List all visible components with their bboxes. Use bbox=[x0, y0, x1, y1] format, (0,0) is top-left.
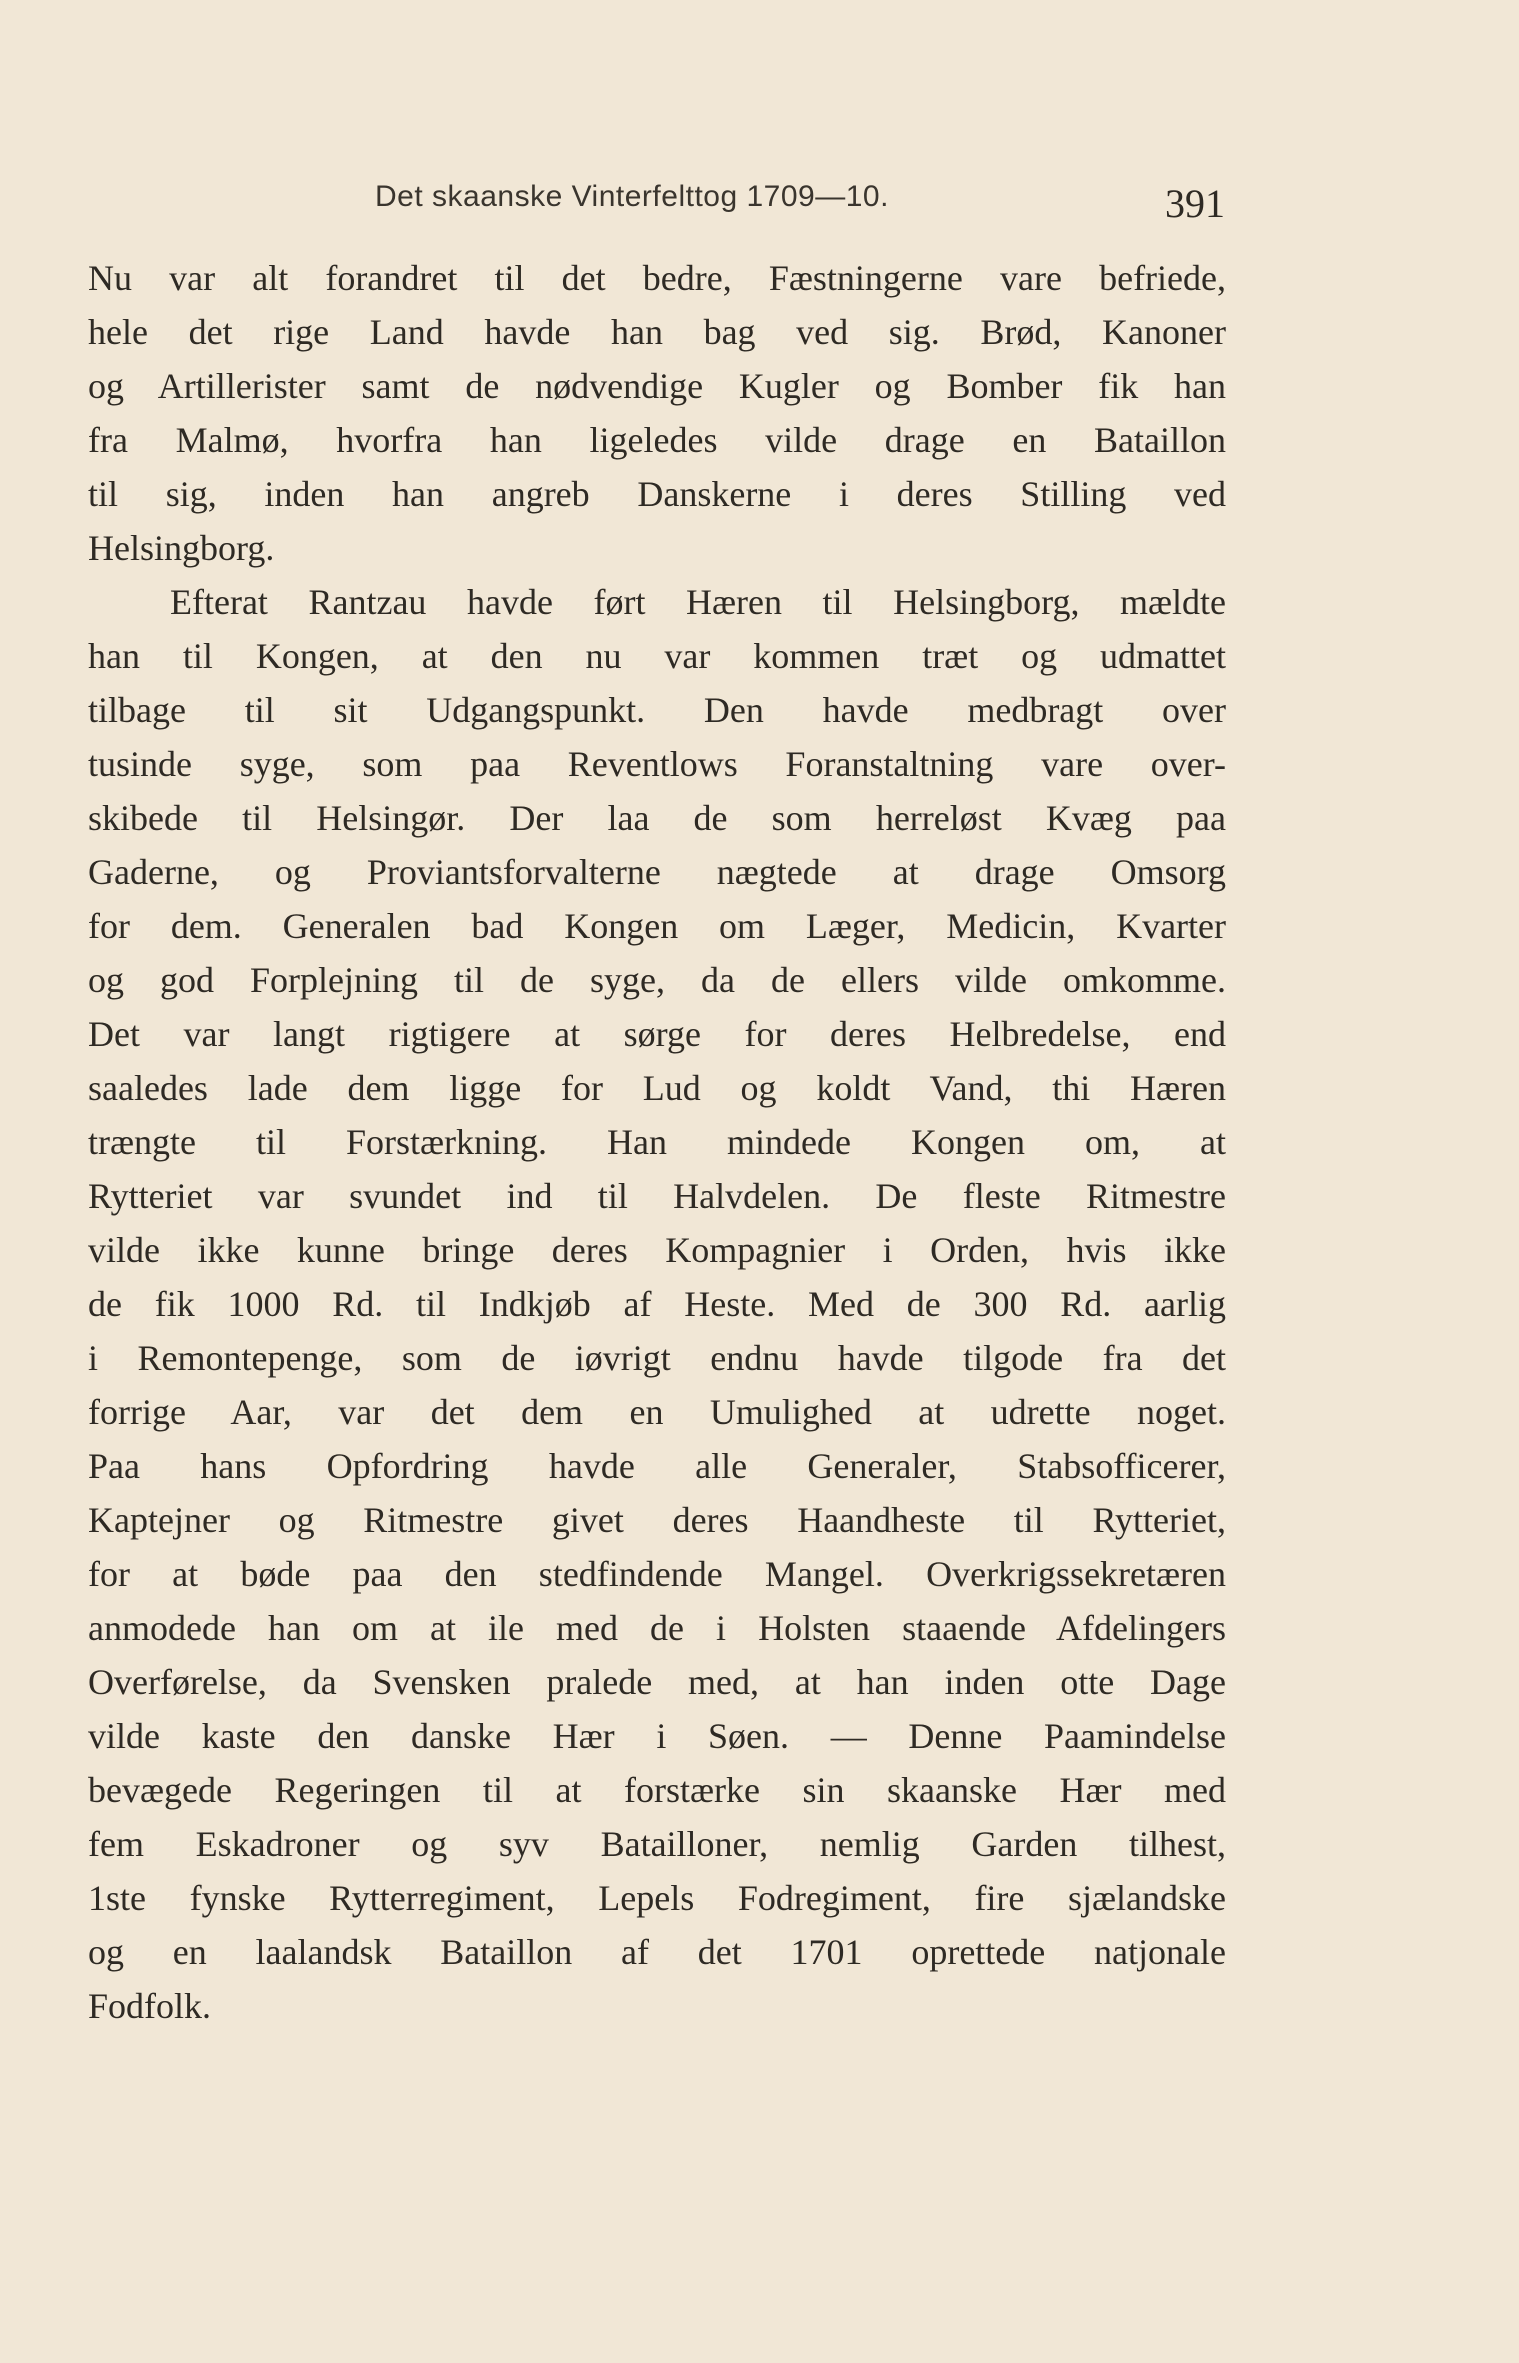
text-line: Rytteriet var svundet ind til Halvdelen. De fleste Ritmestre bbox=[88, 1176, 1226, 1216]
text-line: tilbage til sit Udgangspunkt. Den havde medbragt over bbox=[88, 690, 1226, 730]
text-line: forrige Aar, var det dem en Umulighed at udrette noget. bbox=[88, 1392, 1226, 1432]
page-number: 391 bbox=[1165, 181, 1225, 226]
text-line: fra Malmø, hvorfra han ligeledes vilde drage en Bataillon bbox=[88, 420, 1226, 460]
text-line: bevægede Regeringen til at forstærke sin skaanske Hær med bbox=[88, 1770, 1226, 1810]
text-line: trængte til Forstærkning. Han mindede Kongen om, at bbox=[88, 1122, 1226, 1162]
text-line: saaledes lade dem ligge for Lud og koldt Vand, thi Hæren bbox=[88, 1068, 1226, 1108]
text-line: til sig, inden han angreb Danskerne i deres Stilling ved bbox=[88, 474, 1226, 514]
paragraph bbox=[88, 251, 1226, 575]
text-line: for at bøde paa den stedfindende Mangel. Overkrigssekretæren bbox=[88, 1554, 1226, 1594]
text-line: han til Kongen, at den nu var kommen træt og udmattet bbox=[88, 636, 1226, 676]
text-line: anmodede han om at ile med de i Holsten staaende Afdelingers bbox=[88, 1608, 1226, 1648]
running-title: Det skaanske Vinterfelttog 1709—10. bbox=[375, 180, 889, 213]
text-line: og Artillerister samt de nødvendige Kugler og Bomber fik han bbox=[88, 366, 1226, 406]
text-line: Kaptejner og Ritmestre givet deres Haandheste til Rytteriet, bbox=[88, 1500, 1226, 1540]
running-header bbox=[375, 172, 1225, 232]
text-line: hele det rige Land havde han bag ved sig. Brød, Kanoner bbox=[88, 312, 1226, 352]
text-line: Paa hans Opfordring havde alle Generaler, Stabsofficerer, bbox=[88, 1446, 1226, 1486]
text-line: tusinde syge, som paa Reventlows Foranstaltning vare over- bbox=[88, 744, 1226, 784]
text-line: for dem. Generalen bad Kongen om Læger, Medicin, Kvarter bbox=[88, 906, 1226, 946]
text-line: skibede til Helsingør. Der laa de som herreløst Kvæg paa bbox=[88, 798, 1226, 838]
text-line: Efterat Rantzau havde ført Hæren til Helsingborg, mældte bbox=[170, 582, 1226, 622]
text-line: og en laalandsk Bataillon af det 1701 oprettede natjonale bbox=[88, 1932, 1226, 1972]
text-line: Det var langt rigtigere at sørge for deres Helbredelse, end bbox=[88, 1014, 1226, 1054]
text-line: vilde ikke kunne bringe deres Kompagnier i Orden, hvis ikke bbox=[88, 1230, 1226, 1270]
text-line: de fik 1000 Rd. til Indkjøb af Heste. Med de 300 Rd. aarlig bbox=[88, 1284, 1226, 1324]
paragraph bbox=[88, 575, 1226, 2033]
text-line: vilde kaste den danske Hær i Søen. — Denne Paamindelse bbox=[88, 1716, 1226, 1756]
text-line: fem Eskadroner og syv Batailloner, nemlig Garden tilhest, bbox=[88, 1824, 1226, 1864]
text-line: Nu var alt forandret til det bedre, Fæstningerne vare befriede, bbox=[88, 258, 1226, 298]
text-line: i Remontepenge, som de iøvrigt endnu havde tilgode fra det bbox=[88, 1338, 1226, 1378]
body-text bbox=[88, 251, 1226, 2033]
text-line: 1ste fynske Rytterregiment, Lepels Fodregiment, fire sjælandske bbox=[88, 1878, 1226, 1918]
text-line: Helsingborg. bbox=[88, 528, 275, 568]
text-line: og god Forplejning til de syge, da de ellers vilde omkomme. bbox=[88, 960, 1226, 1000]
text-line: Overførelse, da Svensken pralede med, at han inden otte Dage bbox=[88, 1662, 1226, 1702]
text-line: Fodfolk. bbox=[88, 1986, 212, 2026]
text-line: Gaderne, og Proviantsforvalterne nægtede at drage Omsorg bbox=[88, 852, 1226, 892]
